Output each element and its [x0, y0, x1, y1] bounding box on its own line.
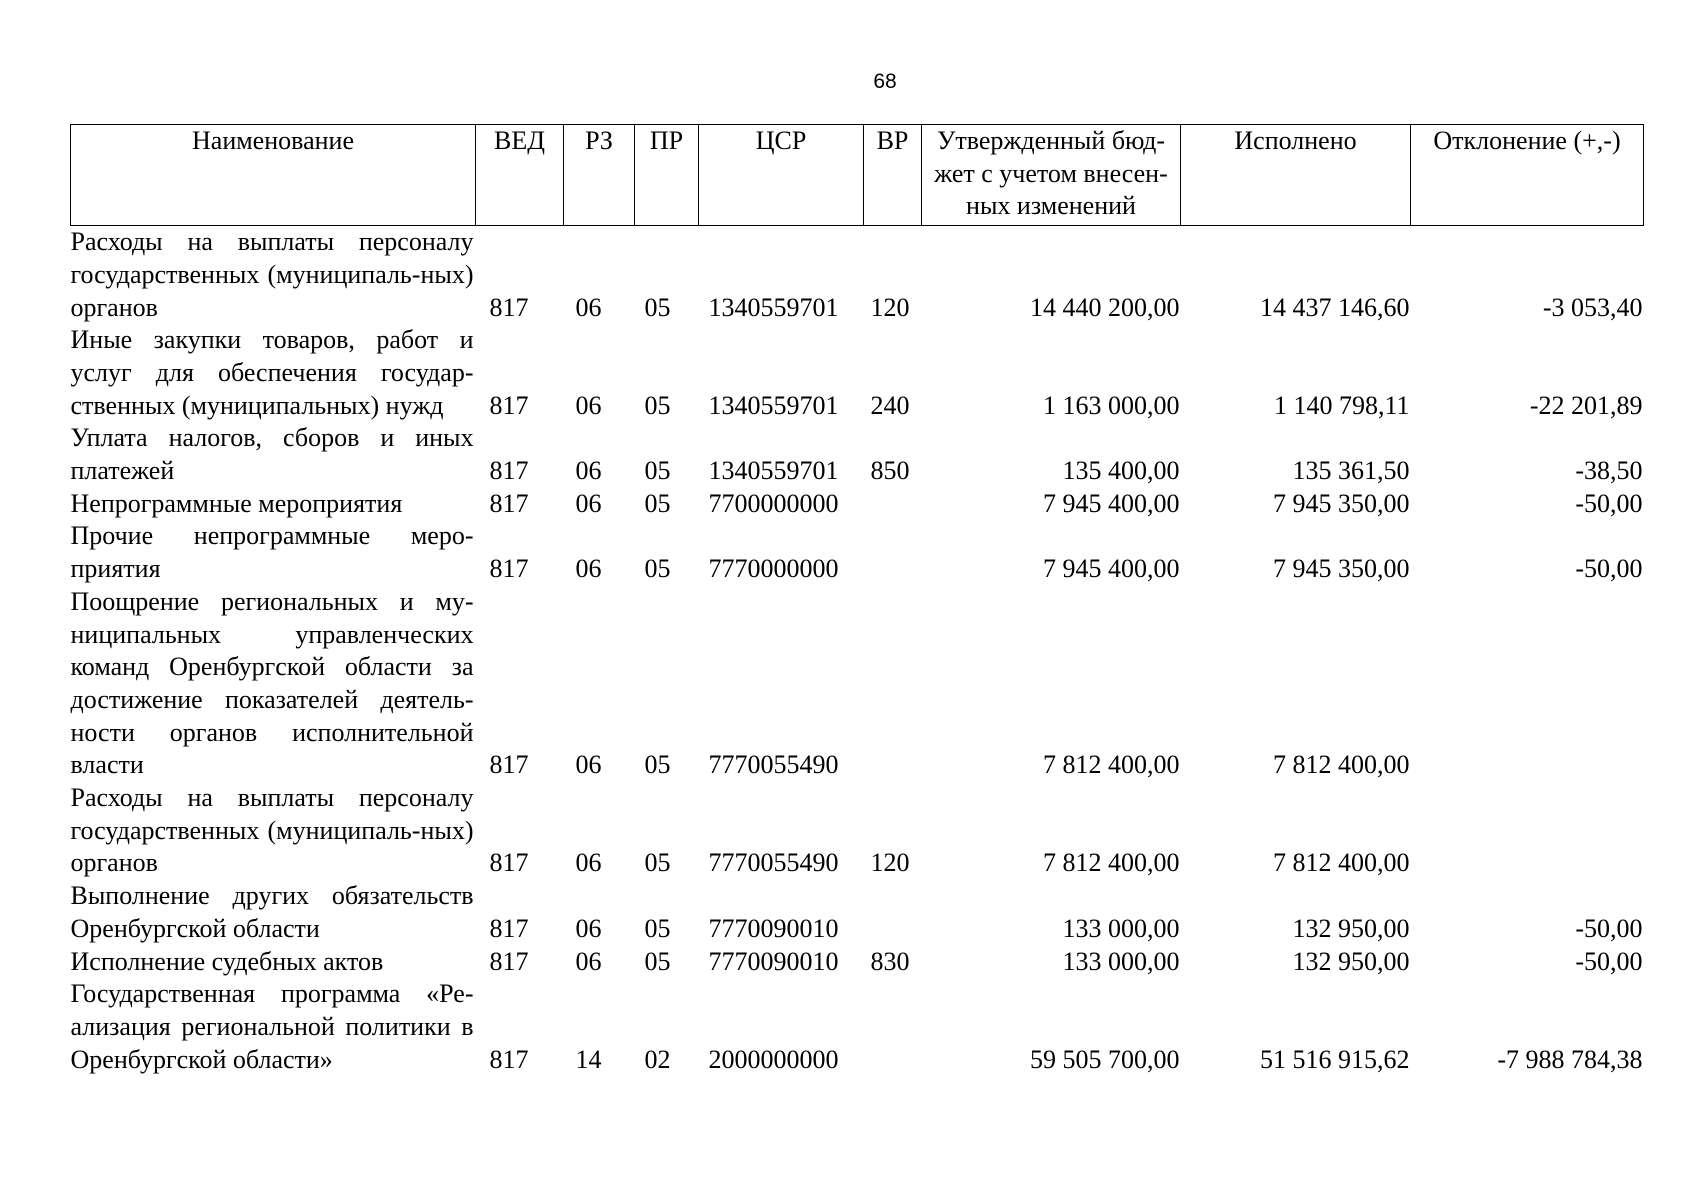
row-vr — [864, 880, 922, 945]
row-pr: 02 — [644, 1044, 671, 1074]
row-ved: 817 — [489, 390, 529, 420]
row-executed: 132 950,00 — [1292, 913, 1410, 943]
row-executed: 7 945 350,00 — [1273, 488, 1410, 518]
row-csr: 2000000000 — [708, 1044, 839, 1074]
table-row — [71, 226, 1644, 325]
row-approved-budget: 133 000,00 — [1062, 946, 1180, 976]
row-deviation: -50,00 — [1575, 913, 1643, 943]
row-deviation: -38,50 — [1575, 456, 1643, 486]
table-row — [71, 946, 1644, 979]
row-executed: 51 516 915,62 — [1260, 1044, 1410, 1074]
row-rz: 06 — [575, 946, 602, 976]
row-deviation: -22 201,89 — [1529, 390, 1643, 420]
row-csr: 1340559701 — [708, 390, 839, 420]
row-deviation: -7 988 784,38 — [1497, 1044, 1643, 1074]
row-deviation — [1411, 782, 1644, 880]
row-vr: 850 — [870, 456, 910, 486]
row-vr — [864, 978, 922, 1076]
row-deviation: -50,00 — [1575, 946, 1643, 976]
header-vr: ВР — [864, 125, 922, 226]
row-csr: 7770090010 — [708, 946, 839, 976]
row-ved: 817 — [489, 292, 529, 322]
row-ved: 817 — [489, 554, 529, 584]
row-rz: 06 — [575, 292, 602, 322]
table-header-row — [71, 125, 1644, 226]
row-ved: 817 — [489, 1044, 529, 1074]
row-vr — [864, 520, 922, 585]
row-executed: 7 812 400,00 — [1273, 848, 1410, 878]
row-rz: 06 — [575, 456, 602, 486]
row-deviation: -50,00 — [1575, 554, 1643, 584]
row-pr: 05 — [644, 750, 671, 780]
row-name: Выполнение других обязательств Оренбургской области — [70, 881, 474, 943]
row-ved: 817 — [489, 946, 529, 976]
row-approved-budget: 1 163 000,00 — [1043, 390, 1180, 420]
row-csr: 1340559701 — [708, 292, 839, 322]
header-csr: ЦСР — [699, 125, 864, 226]
row-approved-budget: 7 812 400,00 — [1043, 750, 1180, 780]
header-approved-budget — [922, 125, 1181, 226]
row-csr: 1340559701 — [708, 456, 839, 486]
table-row — [71, 880, 1644, 945]
row-name: Расходы на выплаты персоналу государственных (муниципаль-ных) органов — [70, 783, 474, 878]
row-name: Иные закупки товаров, работ и услуг для обеспечения государ-ственных (муниципальных) нужд — [70, 325, 474, 420]
header-pr: ПР — [635, 125, 699, 226]
row-csr: 7770055490 — [708, 750, 839, 780]
row-name: Поощрение региональных и му-ниципальных управленческих команд Оренбургской области за достижение показателей деятель-ности органов исполнительной власти — [70, 586, 474, 780]
table-row — [71, 520, 1644, 585]
budget-execution-table — [70, 124, 1644, 1076]
row-executed: 1 140 798,11 — [1273, 390, 1410, 420]
row-name: Прочие непрограммные меро-приятия — [70, 521, 474, 584]
row-pr: 05 — [644, 913, 671, 943]
row-rz: 06 — [575, 488, 602, 518]
page-number: 68 — [873, 70, 897, 93]
row-rz: 06 — [575, 750, 602, 780]
table-row — [71, 782, 1644, 880]
row-pr: 05 — [644, 848, 671, 878]
row-ved: 817 — [489, 848, 529, 878]
row-vr — [864, 488, 922, 521]
row-name: Уплата налогов, сборов и иных платежей — [70, 423, 474, 486]
header-deviation: Отклонение (+,-) — [1411, 125, 1644, 226]
row-executed: 135 361,50 — [1292, 456, 1410, 486]
row-pr: 05 — [644, 946, 671, 976]
row-pr: 05 — [644, 456, 671, 486]
row-vr — [864, 586, 922, 782]
row-rz: 06 — [575, 848, 602, 878]
row-executed: 7 945 350,00 — [1273, 554, 1410, 584]
row-ved: 817 — [489, 488, 529, 518]
row-name: Расходы на выплаты персоналу государственных (муниципаль-ных) органов — [70, 227, 474, 322]
table-row — [71, 324, 1644, 422]
header-ved: ВЕД — [476, 125, 564, 226]
row-pr: 05 — [644, 390, 671, 420]
row-name: Непрограммные мероприятия — [70, 488, 403, 518]
row-ved: 817 — [489, 913, 529, 943]
row-vr: 120 — [870, 292, 910, 322]
row-vr: 240 — [870, 390, 910, 420]
row-approved-budget: 7 812 400,00 — [1043, 848, 1180, 878]
table-body — [71, 226, 1644, 1077]
row-deviation — [1411, 586, 1644, 782]
row-name: Государственная программа «Ре-ализация региональной политики в Оренбургской области» — [70, 979, 474, 1074]
row-rz: 06 — [575, 913, 602, 943]
row-approved-budget: 7 945 400,00 — [1043, 554, 1180, 584]
row-vr: 120 — [870, 848, 910, 878]
row-approved-budget: 59 505 700,00 — [1030, 1044, 1180, 1074]
table-row — [71, 422, 1644, 487]
header-approved-budget-text: Утвержденный бюд-жет с учетом внесен-ных изменений — [934, 126, 1168, 221]
row-approved-budget: 14 440 200,00 — [1030, 292, 1180, 322]
row-ved: 817 — [489, 750, 529, 780]
row-deviation: -50,00 — [1575, 488, 1643, 518]
row-csr: 7770000000 — [708, 554, 839, 584]
row-executed: 14 437 146,60 — [1260, 292, 1410, 322]
row-csr: 7700000000 — [708, 488, 839, 518]
table-row — [71, 488, 1644, 521]
row-vr: 830 — [870, 946, 910, 976]
row-approved-budget: 7 945 400,00 — [1043, 488, 1180, 518]
table-row — [71, 978, 1644, 1076]
row-name: Исполнение судебных актов — [70, 946, 384, 976]
row-csr: 7770090010 — [708, 913, 839, 943]
row-pr: 05 — [644, 554, 671, 584]
row-approved-budget: 133 000,00 — [1062, 913, 1180, 943]
row-deviation: -3 053,40 — [1542, 292, 1643, 322]
row-executed: 7 812 400,00 — [1273, 750, 1410, 780]
row-executed: 132 950,00 — [1292, 946, 1410, 976]
table-row — [71, 586, 1644, 782]
row-rz: 14 — [575, 1044, 602, 1074]
row-rz: 06 — [575, 554, 602, 584]
header-name: Наименование — [71, 125, 476, 226]
row-rz: 06 — [575, 390, 602, 420]
row-pr: 05 — [644, 292, 671, 322]
row-ved: 817 — [489, 456, 529, 486]
header-executed: Исполнено — [1181, 125, 1411, 226]
row-pr: 05 — [644, 488, 671, 518]
header-rz: РЗ — [564, 125, 635, 226]
row-approved-budget: 135 400,00 — [1062, 456, 1180, 486]
row-csr: 7770055490 — [708, 848, 839, 878]
